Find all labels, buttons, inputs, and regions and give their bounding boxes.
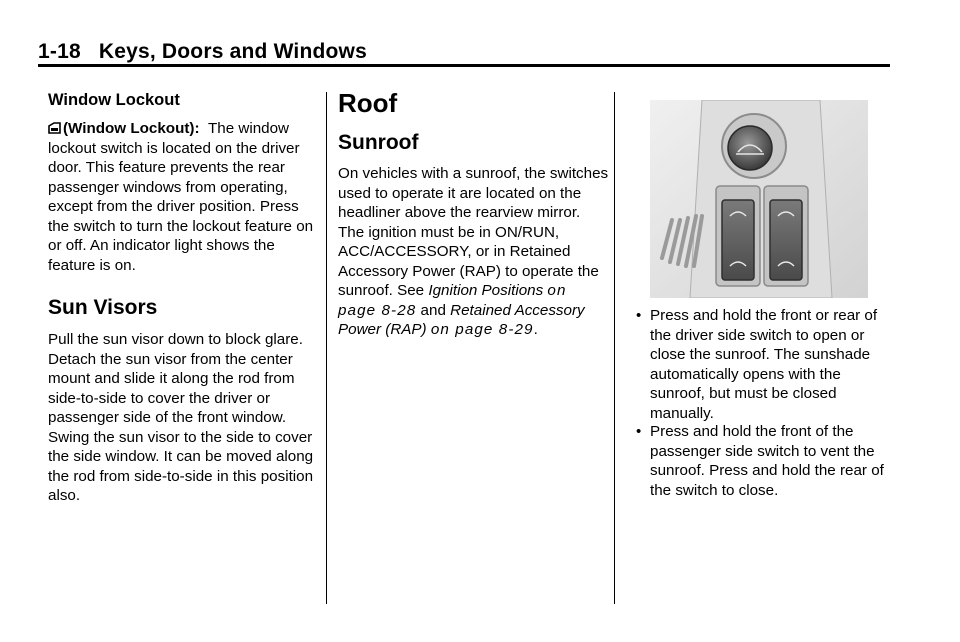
window-lockout-icon: [48, 122, 61, 134]
sun-visors-heading: Sun Visors: [48, 296, 158, 319]
sunroof-switch-illustration: [650, 100, 868, 298]
bullet-icon: •: [636, 307, 642, 324]
roof-heading: Roof: [338, 88, 398, 118]
sun-visors-paragraph: Pull the sun visor down to block glare. Detach the sun visor from the center mount and slide it along the rod from side-to-side to cover the driver or passenger side of the front window. Swing the sun visor to the side to cover the side window. It can be moved along the rod from side-to-side in this position also.: [48, 331, 314, 504]
column-divider: [326, 92, 327, 604]
window-lockout-label: (Window Lockout):: [63, 120, 200, 137]
column-divider: [614, 92, 615, 604]
ignition-positions-page-ref[interactable]: on page 8-28: [338, 282, 567, 319]
window-lockout-body: The window lockout switch is located on the driver door. This feature prevents the rear passenger windows from operating, except from the driver position. Press the switch to turn the lockout feature on or off. An indicator light shows the feature is on.: [48, 120, 314, 274]
header-rule: [38, 64, 890, 67]
page-header: [38, 40, 890, 64]
page-number: 1-18: [38, 40, 81, 63]
bullet-text: Press and hold the front of the passenger side switch to vent the sunroof. Press and hold the rear of the switch to close.: [650, 423, 884, 499]
window-lockout-heading: Window Lockout: [48, 91, 180, 109]
bullet-item: [638, 422, 888, 500]
bullet-text: Press and hold the front or rear of the driver side switch to open or close the sunroof. The sunshade automatically opens with the sunroof, but must be closed manually.: [650, 307, 878, 422]
ignition-positions-link[interactable]: Ignition Positions: [428, 282, 544, 299]
bullet-item: [638, 306, 888, 423]
window-lockout-paragraph: [48, 119, 320, 275]
column-left: [48, 90, 320, 506]
rap-page-ref[interactable]: on page 8-29: [430, 321, 534, 338]
sunroof-switch-photo: [650, 100, 868, 298]
sunroof-paragraph: [338, 164, 610, 340]
column-middle: [338, 90, 610, 340]
rap-link[interactable]: Retained Accessory Power (RAP): [338, 301, 585, 338]
and-word: and: [420, 301, 446, 319]
sunroof-body: On vehicles with a sunroof, the switches used to operate it are located on the headliner above the rearview mirror. The ignition must be in ON/RUN, ACC/ACCESSORY, or in Retained Accessory Power (RAP) to operate the sunroof. See: [338, 165, 609, 299]
section-title: Keys, Doors and Windows: [98, 40, 367, 63]
end-period: .: [533, 321, 538, 338]
sunroof-heading: Sunroof: [338, 131, 419, 154]
bullet-icon: •: [636, 423, 642, 440]
